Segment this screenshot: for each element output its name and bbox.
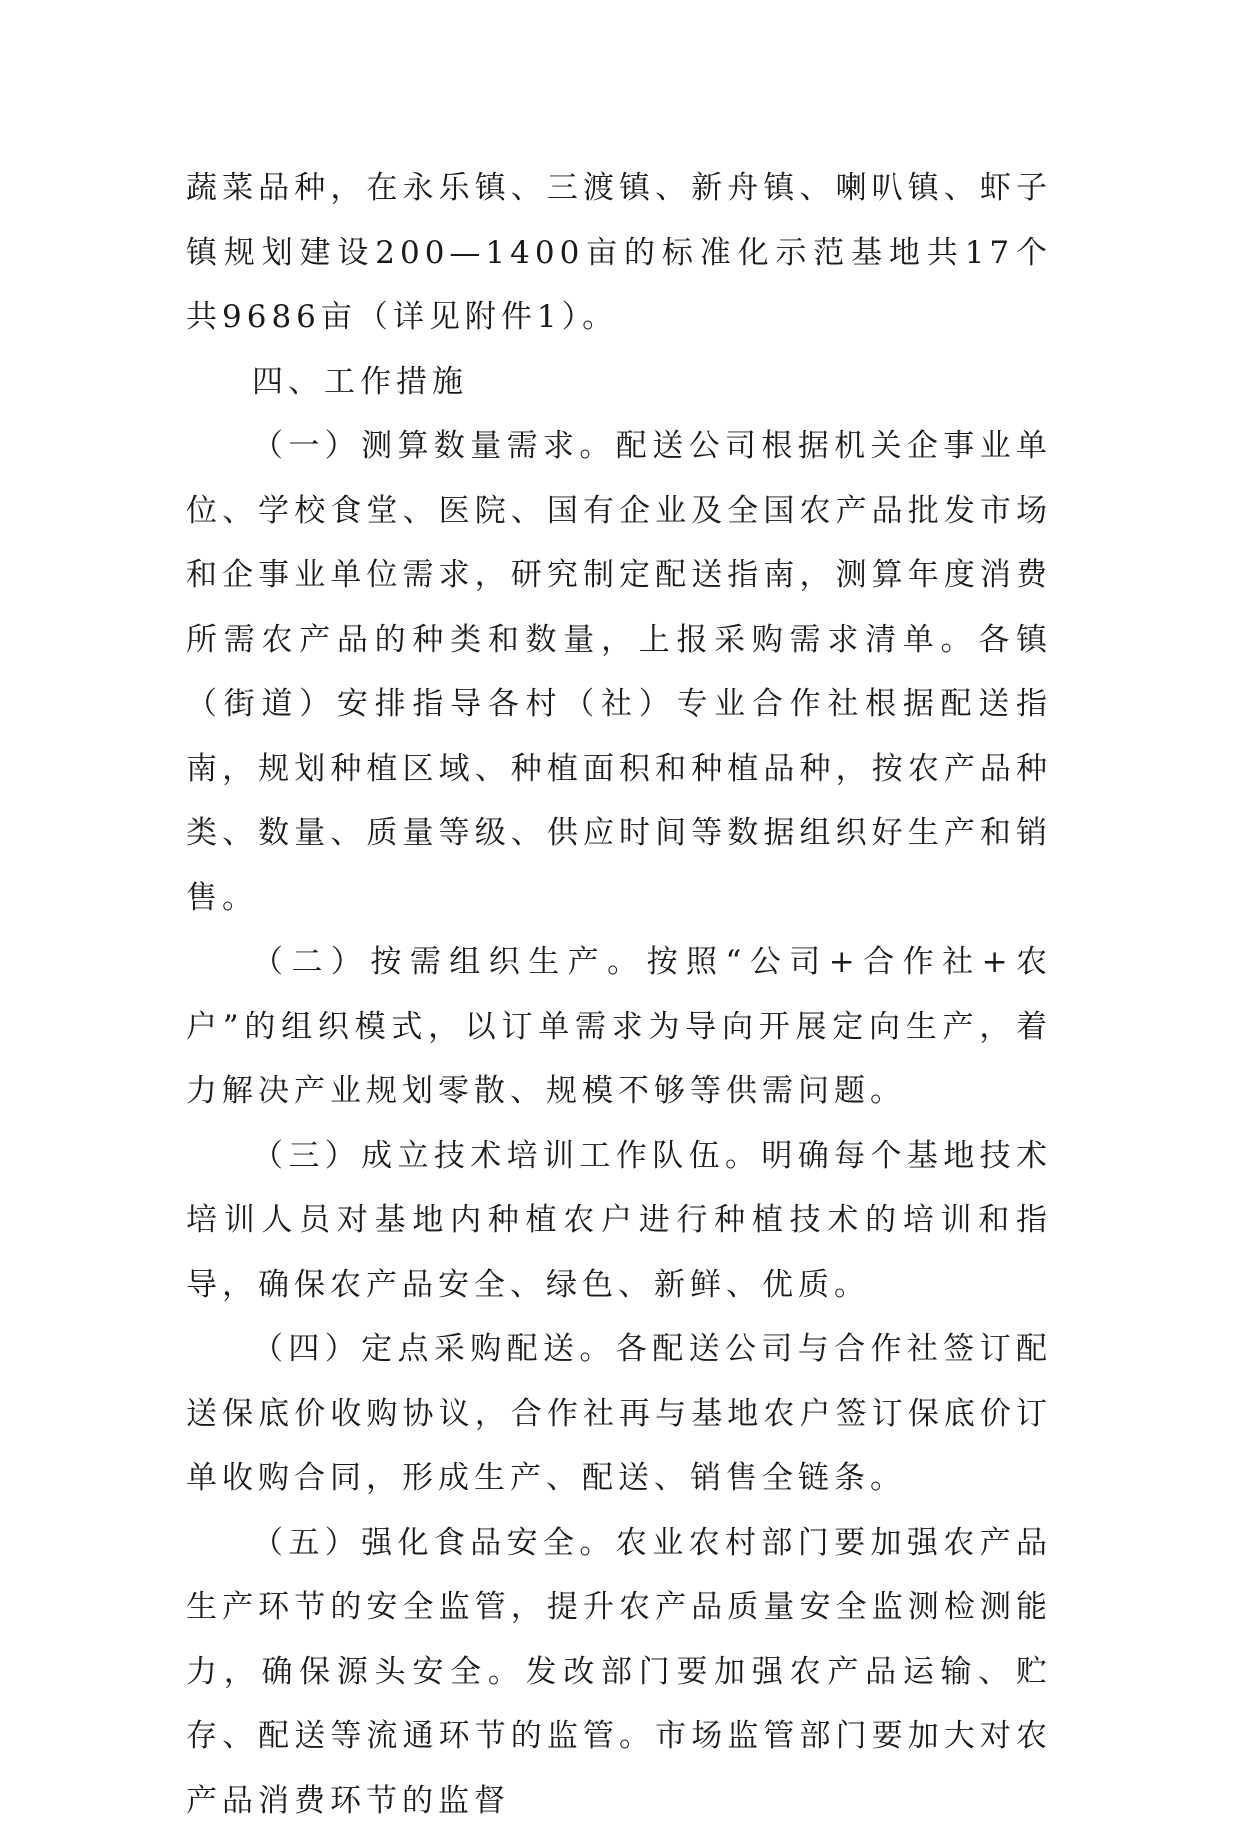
paragraph-continuation: 蔬菜品种，在永乐镇、三渡镇、新舟镇、喇叭镇、虾子镇规划建设200—1400亩的标准化示范基地共17个共9686亩（详见附件1）。 [186, 156, 1052, 350]
paragraph-measure-2: （二）按需组织生产。按照“公司+合作社+农户”的组织模式，以订单需求为导向开展定向生产，着力解决产业规划零散、规模不够等供需问题。 [186, 930, 1052, 1124]
paragraph-measure-4: （四）定点采购配送。各配送公司与合作社签订配送保底价收购协议，合作社再与基地农户签订保底价订单收购合同，形成生产、配送、销售全链条。 [186, 1317, 1052, 1511]
document-body [186, 156, 1052, 1833]
paragraph-measure-1: （一）测算数量需求。配送公司根据机关企事业单位、学校食堂、医院、国有企业及全国农产品批发市场和企事业单位需求，研究制定配送指南，测算年度消费所需农产品的种类和数量，上报采购需求清单。各镇（街道）安排指导各村（社）专业合作社根据配送指南，规划种植区域、种植面积和种植品种，按农产品种类、数量、质量等级、供应时间等数据组织好生产和销售。 [186, 414, 1052, 930]
paragraph-measure-3: （三）成立技术培训工作队伍。明确每个基地技术培训人员对基地内种植农户进行种植技术的培训和指导，确保农产品安全、绿色、新鲜、优质。 [186, 1124, 1052, 1318]
paragraph-measure-5: （五）强化食品安全。农业农村部门要加强农产品生产环节的安全监管，提升农产品质量安全监测检测能力，确保源头安全。发改部门要加强农产品运输、贮存、配送等流通环节的监管。市场监管部门要加大对农产品消费环节的监督 [186, 1511, 1052, 1833]
section-heading-work-measures: 四、工作措施 [186, 350, 1052, 415]
